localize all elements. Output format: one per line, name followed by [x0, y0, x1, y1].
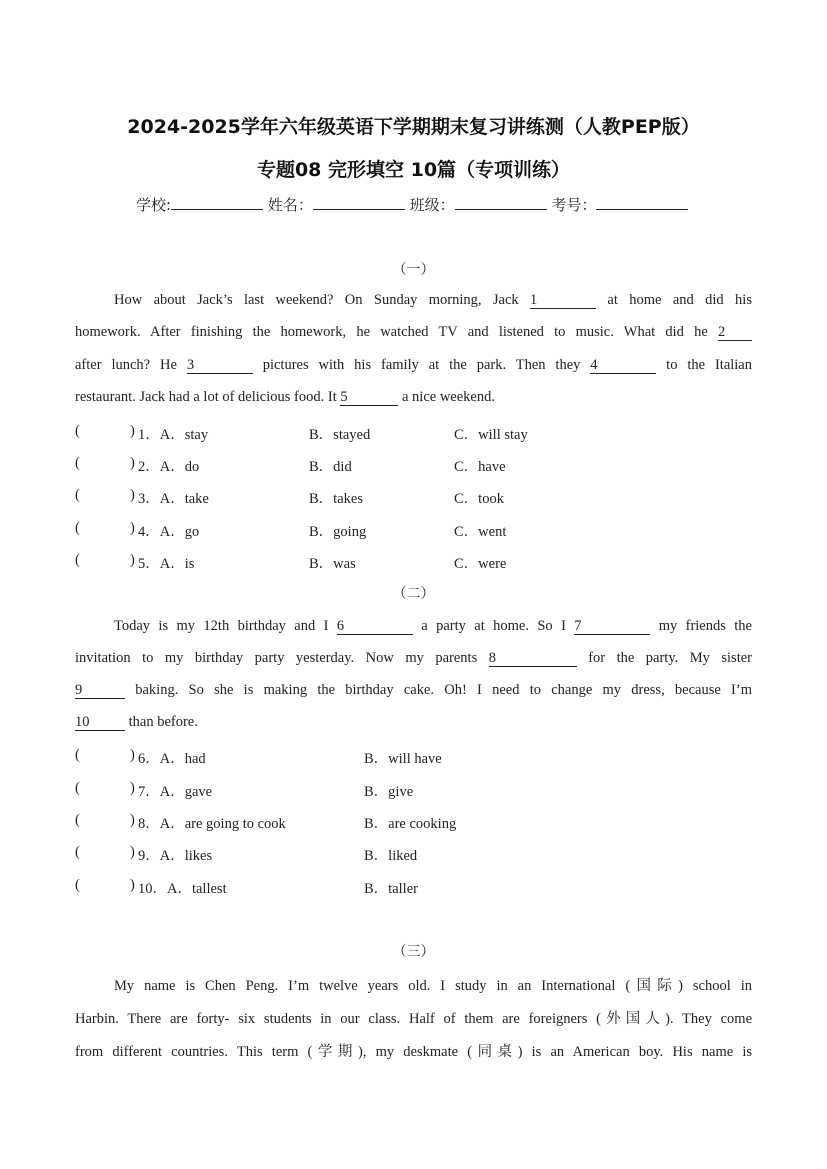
question-option-a	[138, 423, 208, 444]
option-b[interactable]: B．liked	[364, 848, 418, 864]
option-b[interactable]: B．takes	[309, 491, 363, 507]
text-segment: for the party. My sister	[576, 650, 752, 666]
option-b[interactable]: B．give	[364, 784, 414, 800]
question-number: 4．	[138, 524, 160, 540]
option-b[interactable]: B．going	[309, 524, 367, 540]
open-paren-answer-slot[interactable]: (	[75, 487, 80, 503]
paragraph-line	[75, 1007, 752, 1027]
question-option-a	[138, 877, 227, 898]
text-segment: baking. So she is making the birthday cake. Oh! I need to change my dress, because I’m	[125, 682, 752, 698]
open-paren-answer-slot[interactable]: (	[75, 780, 80, 796]
close-paren: )	[130, 455, 135, 471]
question-number: 2．	[138, 459, 160, 475]
question-option-a	[138, 747, 206, 768]
close-paren: )	[130, 812, 135, 828]
option-a[interactable]: A．had	[159, 751, 206, 767]
text-segment: after lunch? He	[75, 357, 187, 373]
paragraph-line	[75, 324, 752, 344]
paragraph-line	[75, 714, 752, 734]
question-option-a	[138, 552, 194, 573]
option-b[interactable]: B．taller	[364, 881, 418, 897]
open-paren-answer-slot[interactable]: (	[75, 423, 80, 439]
text-segment: restaurant. Jack had a lot of delicious food. It	[75, 389, 341, 405]
answer-blank[interactable]: 8	[489, 651, 577, 667]
paragraph-line	[75, 357, 752, 377]
paragraph-line	[75, 650, 752, 670]
option-c[interactable]: C．will stay	[454, 427, 528, 443]
close-paren: )	[130, 844, 135, 860]
question-option-a	[138, 455, 199, 476]
paragraph-line	[75, 1040, 752, 1060]
option-c[interactable]: C．have	[454, 459, 506, 475]
close-paren: )	[130, 487, 135, 503]
text-segment: at home and did his	[596, 292, 752, 308]
answer-blank[interactable]: 2	[718, 325, 752, 341]
option-c[interactable]: C．went	[454, 524, 507, 540]
question-number: 9．	[138, 848, 160, 864]
answer-blank[interactable]: 7	[574, 619, 650, 635]
option-a[interactable]: A．tallest	[167, 881, 227, 897]
paragraph-line	[114, 618, 752, 638]
name-label: 姓名：	[267, 196, 313, 214]
answer-blank[interactable]: 5	[340, 390, 398, 406]
exam-number-label: 考号：	[551, 196, 597, 214]
option-b[interactable]: B．are cooking	[364, 816, 457, 832]
option-a[interactable]: A．do	[159, 459, 200, 475]
answer-blank[interactable]: 10	[75, 715, 125, 731]
answer-blank[interactable]: 3	[187, 358, 253, 374]
option-a[interactable]: A．gave	[159, 784, 213, 800]
text-segment: a nice weekend.	[398, 389, 495, 405]
paragraph-line	[114, 974, 752, 994]
school-label: 学校:	[136, 196, 172, 214]
text-segment: Harbin. There are forty- six students in our class. Half of them are foreigners (外国人). They come	[75, 1011, 752, 1027]
option-a[interactable]: A．likes	[159, 848, 213, 864]
option-b[interactable]: B．stayed	[309, 427, 371, 443]
question-number: 3．	[138, 491, 160, 507]
student-info-row	[136, 194, 688, 215]
question-number: 5．	[138, 556, 160, 572]
option-a[interactable]: A．take	[159, 491, 209, 507]
open-paren-answer-slot[interactable]: (	[75, 455, 80, 471]
close-paren: )	[130, 780, 135, 796]
answer-blank[interactable]: 4	[590, 358, 656, 374]
option-b[interactable]: B．will have	[364, 751, 442, 767]
option-a[interactable]: A．is	[159, 556, 195, 572]
option-b[interactable]: B．did	[309, 459, 352, 475]
option-b[interactable]: B．was	[309, 556, 356, 572]
question-number: 6．	[138, 751, 160, 767]
text-segment: pictures with his family at the park. Then they	[252, 357, 591, 373]
option-a[interactable]: A．stay	[159, 427, 209, 443]
open-paren-answer-slot[interactable]: (	[75, 552, 80, 568]
option-a[interactable]: A．go	[159, 524, 200, 540]
question-option-a	[138, 844, 212, 865]
option-c[interactable]: C．were	[454, 556, 507, 572]
close-paren: )	[130, 423, 135, 439]
section-heading: （一）	[392, 262, 435, 278]
exam-number-field[interactable]	[596, 195, 688, 210]
open-paren-answer-slot[interactable]: (	[75, 520, 80, 536]
paragraph-line	[75, 682, 752, 702]
close-paren: )	[130, 552, 135, 568]
document-subtitle: 专题08 完形填空 10篇（专项训练）	[256, 159, 571, 181]
open-paren-answer-slot[interactable]: (	[75, 844, 80, 860]
close-paren: )	[130, 520, 135, 536]
close-paren: )	[130, 747, 135, 763]
text-segment: How about Jack’s last weekend? On Sunday morning, Jack	[114, 292, 531, 308]
section-heading: （三）	[392, 944, 435, 960]
class-field[interactable]	[455, 195, 547, 210]
question-number: 7．	[138, 784, 160, 800]
question-option-a	[138, 487, 209, 508]
text-segment: My name is Chen Peng. I’m twelve years old. I study in an International (国际) school in	[114, 978, 752, 994]
text-segment: homework. After finishing the homework, he watched TV and listened to music. What did he	[75, 324, 718, 340]
question-option-a	[138, 780, 212, 801]
question-option-a	[138, 812, 286, 833]
text-segment: from different countries. This term (学期), my deskmate (同桌) is an American boy. His name is	[75, 1044, 752, 1060]
open-paren-answer-slot[interactable]: (	[75, 877, 80, 893]
paragraph-line	[114, 292, 752, 312]
answer-blank[interactable]: 6	[337, 619, 413, 635]
text-segment: than before.	[125, 714, 198, 730]
open-paren-answer-slot[interactable]: (	[75, 812, 80, 828]
question-number: 1．	[138, 427, 160, 443]
answer-blank[interactable]: 9	[75, 683, 125, 699]
question-option-a	[138, 520, 199, 541]
text-segment: Today is my 12th birthday and I	[114, 618, 337, 634]
text-segment: a party at home. So I	[412, 618, 575, 634]
class-label: 班级：	[409, 196, 455, 214]
paragraph-line	[75, 389, 752, 409]
text-segment: my friends the	[650, 618, 752, 634]
text-segment: invitation to my birthday party yesterday. Now my parents	[75, 650, 489, 666]
school-field[interactable]	[171, 195, 263, 210]
text-segment: to the Italian	[656, 357, 752, 373]
close-paren: )	[130, 877, 135, 893]
option-a[interactable]: A．are going to cook	[159, 816, 286, 832]
question-number: 8．	[138, 816, 160, 832]
section-heading: （二）	[392, 586, 435, 602]
option-c[interactable]: C．took	[454, 491, 504, 507]
open-paren-answer-slot[interactable]: (	[75, 747, 80, 763]
answer-blank[interactable]: 1	[530, 293, 596, 309]
document-title: 2024-2025学年六年级英语下学期期末复习讲练测（人教PEP版）	[127, 116, 700, 138]
question-number: 10．	[138, 881, 167, 897]
name-field[interactable]	[313, 195, 405, 210]
